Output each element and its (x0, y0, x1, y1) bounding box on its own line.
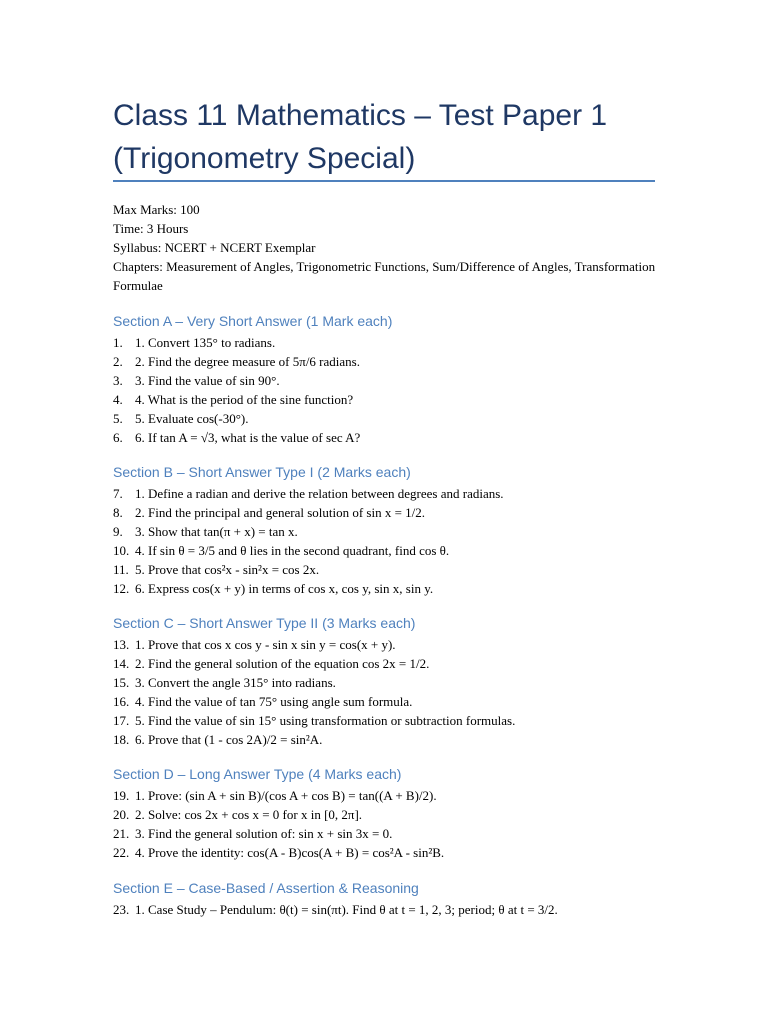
question-number: 21. (113, 826, 130, 841)
question-item (113, 522, 673, 541)
question-number: 5. (113, 411, 123, 426)
question-text: 4. What is the period of the sine function? (135, 392, 354, 407)
question-text: 1. Prove: (sin A + sin B)/(cos A + cos B) = tan((A + B)/2). (135, 788, 437, 803)
question-text: 5. Find the value of sin 15° using transformation or subtraction formulas. (135, 713, 516, 728)
question-number: 18. (113, 732, 130, 747)
question-item (113, 428, 673, 447)
question-item (113, 390, 673, 409)
section-e-questions (113, 900, 673, 919)
question-text: 1. Case Study – Pendulum: θ(t) = sin(πt). Find θ at t = 1, 2, 3; period; θ at t = 3/2. (135, 902, 558, 917)
page-title: Class 11 Mathematics – Test Paper 1 (Trigonometry Special) (113, 99, 608, 175)
question-text: 2. Find the principal and general solution of sin x = 1/2. (135, 505, 426, 520)
question-number: 9. (113, 524, 123, 539)
question-item (113, 692, 673, 711)
section-e-heading: Section E – Case-Based / Assertion & Reasoning (113, 880, 419, 896)
question-text: 1. Prove that cos x cos y - sin x sin y = cos(x + y). (135, 637, 396, 652)
question-number: 17. (113, 713, 130, 728)
question-item (113, 409, 673, 428)
question-item (113, 484, 673, 503)
question-number: 8. (113, 505, 123, 520)
chapters-line: Chapters: Measurement of Angles, Trigonometric Functions, Sum/Difference of Angles, Transformation Formulae (113, 259, 656, 293)
question-item (113, 824, 673, 843)
paper-meta (113, 200, 673, 295)
question-item (113, 579, 673, 598)
question-number: 7. (113, 486, 123, 501)
question-item (113, 333, 673, 352)
question-item (113, 711, 673, 730)
question-item (113, 730, 673, 749)
question-text: 2. Find the degree measure of 5π/6 radians. (135, 354, 360, 369)
question-number: 1. (113, 335, 123, 350)
question-item (113, 352, 673, 371)
question-number: 3. (113, 373, 123, 388)
question-text: 6. Prove that (1 - cos 2A)/2 = sin²A. (135, 732, 323, 747)
question-text: 3. Find the general solution of: sin x + sin 3x = 0. (135, 826, 393, 841)
question-number: 20. (113, 807, 130, 822)
question-number: 2. (113, 354, 123, 369)
question-number: 4. (113, 392, 123, 407)
question-number: 22. (113, 845, 130, 860)
question-number: 10. (113, 543, 130, 558)
section-a-heading: Section A – Very Short Answer (1 Mark each) (113, 313, 393, 329)
question-item (113, 635, 673, 654)
question-text: 6. If tan A = √3, what is the value of sec A? (135, 430, 361, 445)
question-item (113, 503, 673, 522)
section-a-questions (113, 333, 673, 447)
question-text: 6. Express cos(x + y) in terms of cos x, cos y, sin x, sin y. (135, 581, 434, 596)
question-number: 13. (113, 637, 130, 652)
question-item (113, 673, 673, 692)
question-item (113, 805, 673, 824)
syllabus-line: Syllabus: NCERT + NCERT Exemplar (113, 240, 316, 255)
question-text: 2. Solve: cos 2x + cos x = 0 for x in [0, 2π]. (135, 807, 363, 822)
question-number: 6. (113, 430, 123, 445)
question-item (113, 900, 673, 919)
question-text: 4. Prove the identity: cos(A - B)cos(A + B) = cos²A - sin²B. (135, 845, 445, 860)
question-item (113, 371, 673, 390)
question-text: 1. Define a radian and derive the relation between degrees and radians. (135, 486, 504, 501)
title-divider (113, 180, 655, 182)
question-text: 5. Evaluate cos(-30°). (135, 411, 249, 426)
question-text: 5. Prove that cos²x - sin²x = cos 2x. (135, 562, 320, 577)
question-text: 3. Find the value of sin 90°. (135, 373, 280, 388)
question-text: 1. Convert 135° to radians. (135, 335, 276, 350)
question-item (113, 654, 673, 673)
question-number: 19. (113, 788, 130, 803)
section-c-heading: Section C – Short Answer Type II (3 Marks each) (113, 615, 416, 631)
section-d-questions (113, 786, 673, 862)
question-number: 15. (113, 675, 130, 690)
time-line: Time: 3 Hours (113, 221, 189, 236)
question-item (113, 541, 673, 560)
question-text: 3. Show that tan(π + x) = tan x. (135, 524, 298, 539)
max-marks-line: Max Marks: 100 (113, 202, 200, 217)
section-d-heading: Section D – Long Answer Type (4 Marks each) (113, 766, 402, 782)
question-text: 2. Find the general solution of the equation cos 2x = 1/2. (135, 656, 430, 671)
section-b-heading: Section B – Short Answer Type I (2 Marks each) (113, 464, 411, 480)
question-number: 11. (113, 562, 129, 577)
question-number: 12. (113, 581, 130, 596)
question-item (113, 843, 673, 862)
question-number: 23. (113, 902, 130, 917)
question-text: 4. If sin θ = 3/5 and θ lies in the second quadrant, find cos θ. (135, 543, 450, 558)
question-item (113, 560, 673, 579)
question-number: 14. (113, 656, 130, 671)
section-b-questions (113, 484, 673, 598)
question-item (113, 786, 673, 805)
question-text: 4. Find the value of tan 75° using angle sum formula. (135, 694, 413, 709)
section-c-questions (113, 635, 673, 749)
question-number: 16. (113, 694, 130, 709)
question-text: 3. Convert the angle 315° into radians. (135, 675, 336, 690)
